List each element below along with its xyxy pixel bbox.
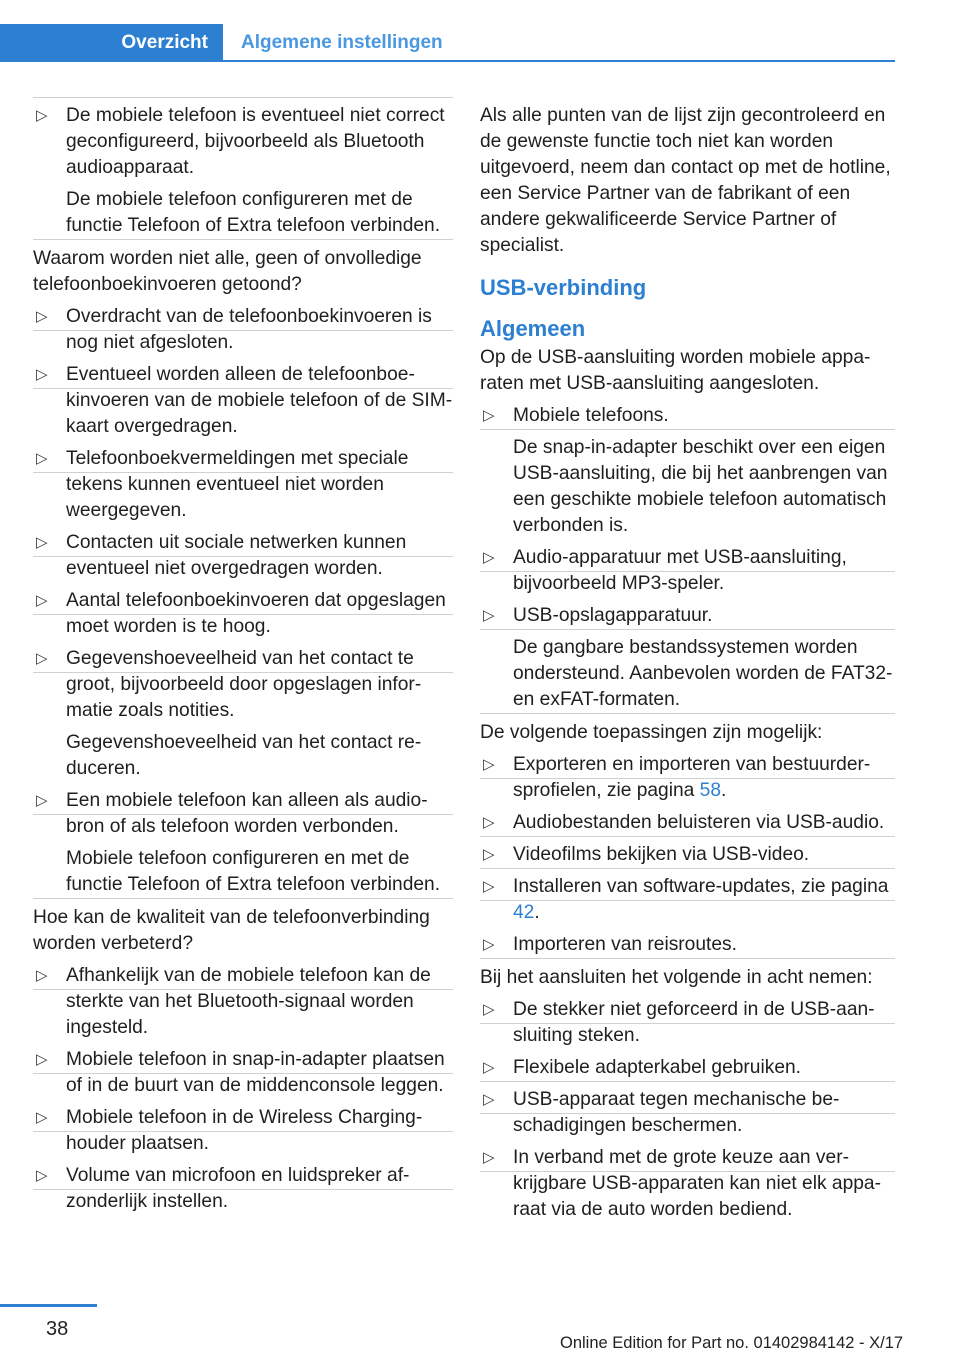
divider: [33, 898, 453, 899]
list-item-text-part: .: [721, 780, 727, 801]
edition-note: Online Edition for Part no. 01402984142 - X/17: [560, 1334, 904, 1352]
list-item-text: Flexibele adapterkabel gebruiken.: [513, 1057, 801, 1078]
header-rule: [0, 60, 895, 62]
triangle-bullet-icon: ▷: [483, 407, 495, 424]
triangle-bullet-icon: ▷: [483, 846, 495, 863]
list-item-text: Gegevenshoeveelheid van het contact te groot, bijvoorbeeld door opgeslagen informatie zoals notities.: [66, 648, 422, 721]
list-item-text: Mobiele telefoons.: [513, 405, 669, 426]
list-item-text: Overdracht van de telefoonboekinvoeren is nog niet afgesloten.: [66, 306, 432, 353]
page-link[interactable]: 42: [513, 902, 535, 923]
triangle-bullet-icon: ▷: [36, 534, 48, 551]
triangle-bullet-icon: ▷: [483, 607, 495, 624]
list-item-subtext: De gangbare bestandssystemen worden ondersteund. Aanbevolen worden de FAT32- en exFAT-formaten.: [513, 637, 893, 710]
list-item-subtext: Mobiele telefoon configureren en met de functie Telefoon of Extra telefoon verbinden.: [66, 848, 441, 895]
list-item-text: Volume van microfoon en luidspreker afzonderlijk instellen.: [66, 1165, 410, 1212]
list-item-text: Videofilms bekijken via USB-video.: [513, 844, 810, 865]
paragraph: Bij het aansluiten het volgende in acht nemen:: [480, 967, 873, 988]
triangle-bullet-icon: ▷: [483, 549, 495, 566]
list-item: [33, 1105, 453, 1157]
list-item-text: In verband met de grote keuze aan verkrijgbare USB-apparaten kan niet elk apparaat via de auto worden bediend.: [513, 1147, 881, 1220]
divider: [480, 713, 895, 714]
triangle-bullet-icon: ▷: [36, 1051, 48, 1068]
list-item-text: Importeren van reisroutes.: [513, 934, 737, 955]
list-item-text: Audiobestanden beluisteren via USB-audio.: [513, 812, 885, 833]
triangle-bullet-icon: ▷: [483, 1059, 495, 1076]
page-link[interactable]: 58: [699, 780, 722, 801]
list-item: [33, 788, 453, 898]
list-item: [33, 446, 453, 524]
chapter-header: [0, 24, 895, 62]
list-item-text: USB-opslagapparatuur.: [513, 605, 713, 626]
list-item-text: Afhankelijk van de mobiele telefoon kan de sterkte van het Bluetooth-signaal worden ingesteld.: [66, 965, 431, 1038]
list-item-text-part: .: [534, 902, 540, 923]
triangle-bullet-icon: ▷: [36, 650, 48, 667]
list-item-text: Mobiele telefoon in snap-in-adapter plaatsen of in de buurt van de middenconsole leggen.: [66, 1049, 445, 1096]
triangle-bullet-icon: ▷: [36, 366, 48, 383]
triangle-bullet-icon: ▷: [36, 967, 48, 984]
triangle-bullet-icon: ▷: [36, 1167, 48, 1184]
triangle-bullet-icon: ▷: [483, 814, 495, 831]
list-item: [33, 646, 453, 782]
list-item: [33, 1163, 453, 1215]
list-item-text: Contacten uit sociale netwerken kunnen eventueel niet overgedragen worden.: [66, 532, 407, 579]
page-number: 38: [46, 1318, 69, 1340]
list-item: [480, 1087, 895, 1139]
left-column: [33, 103, 453, 1221]
list-item: [480, 997, 895, 1049]
list-item-text: Telefoonboekvermeldingen met speciale tekens kunnen eventueel niet worden weergegeven.: [66, 448, 409, 521]
list-item: [480, 545, 895, 597]
triangle-bullet-icon: ▷: [483, 756, 495, 773]
footer-rule: [0, 1304, 97, 1307]
list-item-subtext: De snap-in-adapter beschikt over een eigen USB-aansluiting, die bij het aanbrengen van een geschikte mobiele telefoon automatisch verbonden is.: [513, 437, 888, 536]
list-item: [33, 530, 453, 582]
question-heading: Waarom worden niet alle, geen of onvolledige telefoonboekinvoeren getoond?: [33, 248, 422, 295]
list-item-subtext: De mobiele telefoon configureren met de functie Telefoon of Extra telefoon verbinden.: [66, 189, 441, 236]
triangle-bullet-icon: ▷: [483, 878, 495, 895]
list-item: [480, 810, 895, 836]
right-column: [480, 103, 895, 1229]
list-item-text: Eventueel worden alleen de telefoonboekinvoeren van de mobiele telefoon of de SIM-kaart overgedragen.: [66, 364, 453, 437]
list-item-text: Mobiele telefoon in de Wireless Charging-houder plaatsen.: [66, 1107, 423, 1154]
section-heading: USB-verbinding: [480, 275, 647, 300]
paragraph: De volgende toepassingen zijn mogelijk:: [480, 722, 823, 743]
list-item: [33, 304, 453, 356]
triangle-bullet-icon: ▷: [36, 107, 48, 124]
list-item: [33, 963, 453, 1041]
list-item: [33, 1047, 453, 1099]
list-item-text: [513, 752, 895, 804]
list-item: [480, 932, 895, 958]
subsection-heading: Algemeen: [480, 316, 586, 341]
list-item: [33, 588, 453, 640]
triangle-bullet-icon: ▷: [483, 1091, 495, 1108]
triangle-bullet-icon: ▷: [483, 936, 495, 953]
list-item-text: De stekker niet geforceerd in de USB-aansluiting steken.: [513, 999, 875, 1046]
list-item-text: Een mobiele telefoon kan alleen als audiobron of als telefoon worden verbonden.: [66, 790, 428, 837]
list-item-text: Audio-apparatuur met USB-aansluiting, bijvoorbeeld MP3-speler.: [513, 547, 847, 594]
tab-overzicht[interactable]: Overzicht: [0, 24, 223, 62]
triangle-bullet-icon: ▷: [36, 450, 48, 467]
triangle-bullet-icon: ▷: [36, 792, 48, 809]
list-item-text-part: Exporteren en importeren van bestuurdersprofielen, zie pagina: [513, 754, 871, 801]
triangle-bullet-icon: ▷: [36, 592, 48, 609]
list-item-text: [513, 874, 895, 926]
list-item: [33, 103, 453, 239]
question-heading: Hoe kan de kwaliteit van de telefoonverbinding worden verbeterd?: [33, 907, 430, 954]
triangle-bullet-icon: ▷: [36, 308, 48, 325]
divider: [33, 239, 453, 240]
list-item: [480, 874, 895, 926]
list-item-text: De mobiele telefoon is eventueel niet correct geconfigureerd, bijvoorbeeld als Bluetooth audioapparaat.: [66, 105, 445, 178]
list-item: [33, 362, 453, 440]
list-item: [480, 752, 895, 804]
triangle-bullet-icon: ▷: [483, 1149, 495, 1166]
list-item-text: USB-apparaat tegen mechanische beschadigingen beschermen.: [513, 1089, 840, 1136]
intro-paragraph: Als alle punten van de lijst zijn gecontroleerd en de gewenste functie toch niet kan worden uitgevoerd, neem dan contact op met de hotline, een Service Partner van de fabrikant of een andere gekwalificeerde Service Partner of specialist.: [480, 105, 891, 256]
list-item-text-part: Installeren van software-updates, zie pagina: [513, 876, 889, 897]
list-item: [480, 842, 895, 868]
list-item: [480, 1145, 895, 1223]
list-item-text: Aantal telefoonboekinvoeren dat opgeslagen moet worden is te hoog.: [66, 590, 446, 637]
list-item: [480, 1055, 895, 1081]
list-item: [480, 403, 895, 539]
list-item: [480, 603, 895, 713]
tab-algemene-instellingen[interactable]: Algemene instellingen: [241, 32, 443, 53]
list-item-subtext: Gegevenshoeveelheid van het contact reduceren.: [66, 732, 422, 779]
paragraph: Op de USB-aansluiting worden mobiele apparaten met USB-aansluiting aangesloten.: [480, 347, 871, 394]
triangle-bullet-icon: ▷: [483, 1001, 495, 1018]
triangle-bullet-icon: ▷: [36, 1109, 48, 1126]
